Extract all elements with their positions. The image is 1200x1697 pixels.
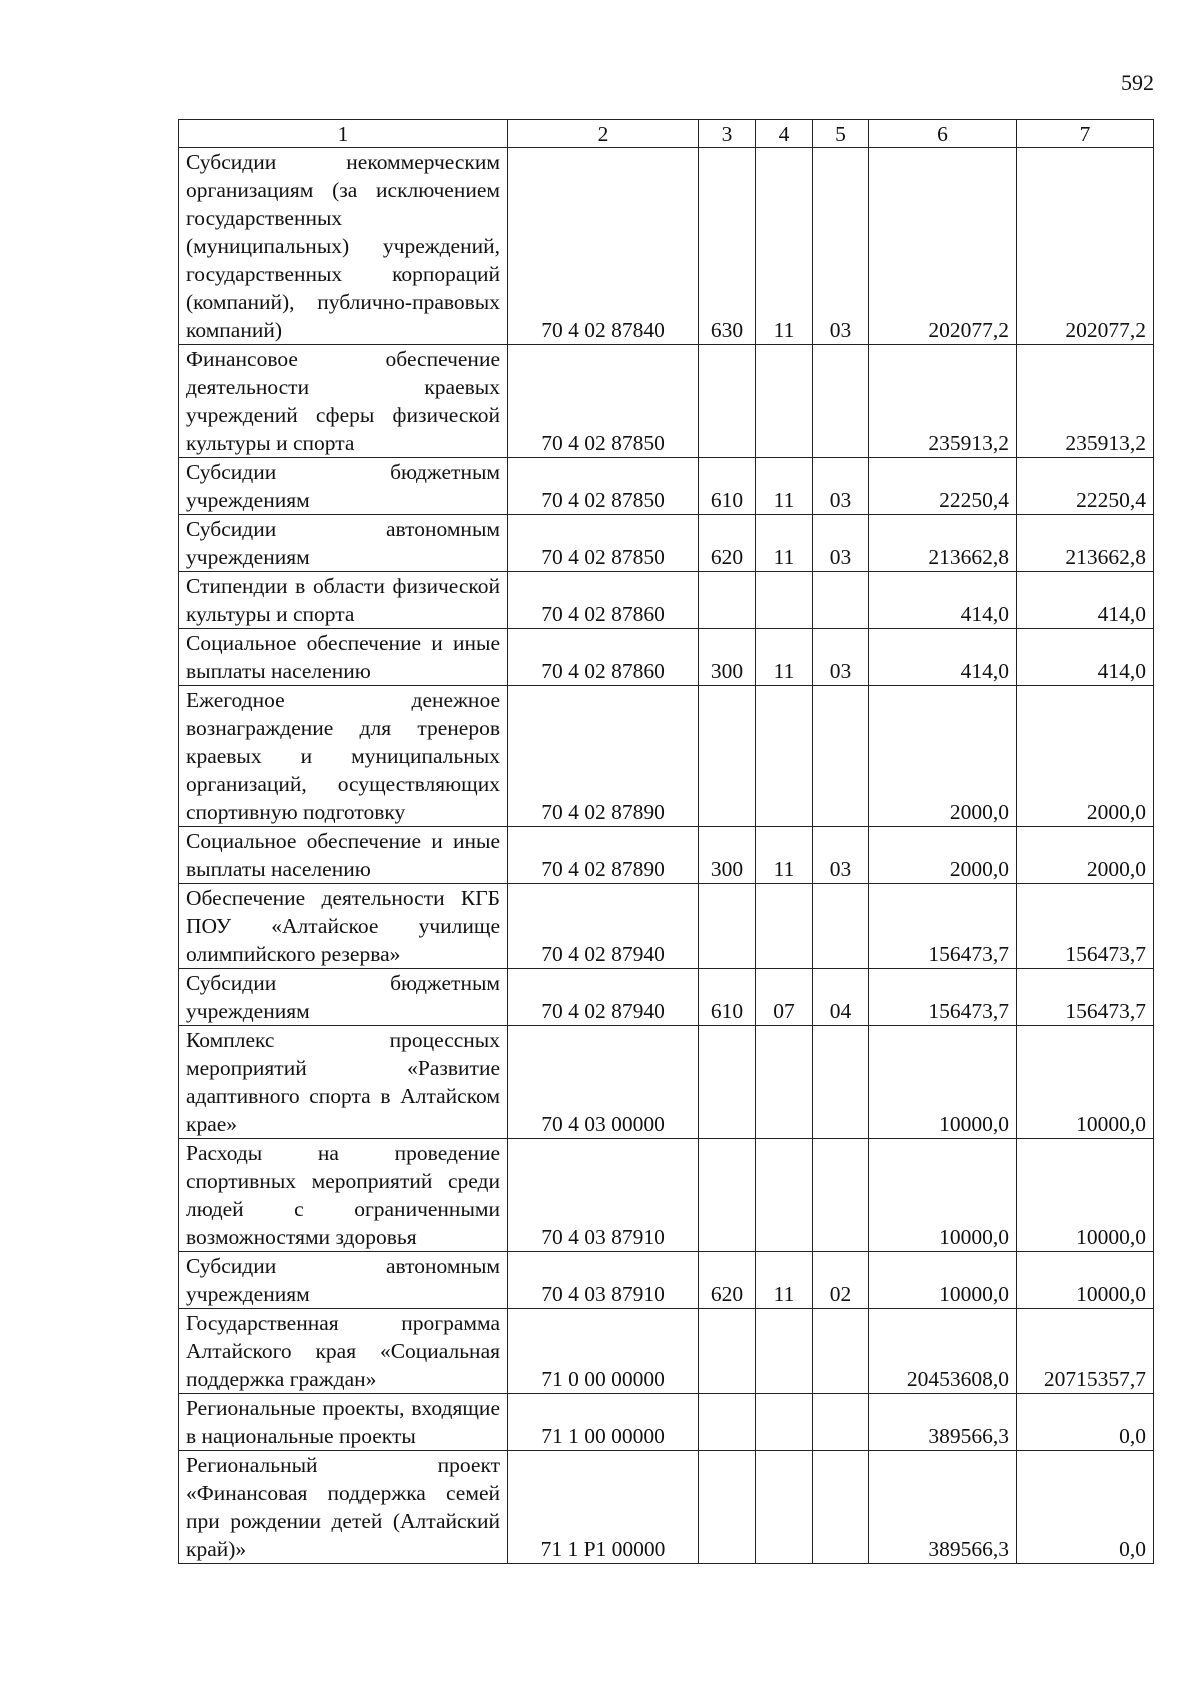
budget-table <box>178 119 1154 1564</box>
section-cell: 11 <box>756 515 813 572</box>
table-row <box>179 1451 1154 1564</box>
table-row <box>179 969 1154 1026</box>
target-code-cell: 70 4 02 87890 <box>508 827 699 884</box>
amount-col6-cell: 10000,0 <box>869 1026 1017 1139</box>
amount-col6-cell: 156473,7 <box>869 969 1017 1026</box>
expense-type-cell <box>699 1451 756 1564</box>
header-cell: 2 <box>508 120 699 148</box>
target-code-cell: 70 4 02 87860 <box>508 572 699 629</box>
section-cell <box>756 1139 813 1252</box>
subsection-cell: 03 <box>813 458 869 515</box>
target-code-cell: 70 4 03 87910 <box>508 1252 699 1309</box>
amount-col6-cell: 156473,7 <box>869 884 1017 969</box>
section-cell <box>756 1026 813 1139</box>
row-name-cell: Обеспечение деятельности КГБ ПОУ «Алтайское училище олимпийского резерва» <box>179 884 508 969</box>
subsection-cell <box>813 572 869 629</box>
amount-col6-cell: 22250,4 <box>869 458 1017 515</box>
section-cell: 11 <box>756 148 813 345</box>
table-row <box>179 1309 1154 1394</box>
subsection-cell <box>813 1309 869 1394</box>
amount-col6-cell: 20453608,0 <box>869 1309 1017 1394</box>
target-code-cell: 70 4 02 87860 <box>508 629 699 686</box>
amount-col6-cell: 389566,3 <box>869 1394 1017 1451</box>
header-cell: 3 <box>699 120 756 148</box>
row-name-cell: Субсидии некоммерческим организациям (за исключением государственных (муниципальных) учреждений, государственных корпораций (компаний), публично-правовых компаний) <box>179 148 508 345</box>
target-code-cell: 70 4 03 00000 <box>508 1026 699 1139</box>
header-cell: 1 <box>179 120 508 148</box>
expense-type-cell: 620 <box>699 1252 756 1309</box>
row-name-cell: Государственная программа Алтайского края «Социальная поддержка граждан» <box>179 1309 508 1394</box>
header-cell: 5 <box>813 120 869 148</box>
table-row <box>179 629 1154 686</box>
amount-col7-cell: 414,0 <box>1017 629 1154 686</box>
subsection-cell <box>813 1394 869 1451</box>
amount-col6-cell: 2000,0 <box>869 686 1017 827</box>
row-name-cell: Субсидии автономным учреждениям <box>179 515 508 572</box>
amount-col7-cell: 202077,2 <box>1017 148 1154 345</box>
section-cell: 11 <box>756 827 813 884</box>
section-cell <box>756 1309 813 1394</box>
table-row <box>179 1026 1154 1139</box>
target-code-cell: 70 4 02 87850 <box>508 345 699 458</box>
table-body <box>179 148 1154 1564</box>
table-row <box>179 827 1154 884</box>
table-row <box>179 458 1154 515</box>
row-name-cell: Социальное обеспечение и иные выплаты населению <box>179 629 508 686</box>
expense-type-cell <box>699 1309 756 1394</box>
row-name-cell: Субсидии бюджетным учреждениям <box>179 969 508 1026</box>
table-row <box>179 572 1154 629</box>
amount-col7-cell: 2000,0 <box>1017 686 1154 827</box>
amount-col7-cell: 156473,7 <box>1017 969 1154 1026</box>
target-code-cell: 70 4 02 87940 <box>508 969 699 1026</box>
section-cell: 11 <box>756 1252 813 1309</box>
table-row <box>179 345 1154 458</box>
section-cell: 07 <box>756 969 813 1026</box>
amount-col7-cell: 2000,0 <box>1017 827 1154 884</box>
target-code-cell: 70 4 02 87850 <box>508 458 699 515</box>
subsection-cell: 04 <box>813 969 869 1026</box>
subsection-cell: 03 <box>813 629 869 686</box>
expense-type-cell <box>699 345 756 458</box>
row-name-cell: Социальное обеспечение и иные выплаты населению <box>179 827 508 884</box>
amount-col7-cell: 20715357,7 <box>1017 1309 1154 1394</box>
row-name-cell: Региональные проекты, входящие в национальные проекты <box>179 1394 508 1451</box>
target-code-cell: 70 4 02 87850 <box>508 515 699 572</box>
target-code-cell: 70 4 02 87890 <box>508 686 699 827</box>
subsection-cell: 03 <box>813 515 869 572</box>
row-name-cell: Ежегодное денежное вознаграждение для тренеров краевых и муниципальных организаций, осуществляющих спортивную подготовку <box>179 686 508 827</box>
target-code-cell: 71 0 00 00000 <box>508 1309 699 1394</box>
expense-type-cell: 610 <box>699 969 756 1026</box>
expense-type-cell <box>699 1139 756 1252</box>
target-code-cell: 70 4 02 87940 <box>508 884 699 969</box>
row-name-cell: Комплекс процессных мероприятий «Развитие адаптивного спорта в Алтайском крае» <box>179 1026 508 1139</box>
section-cell: 11 <box>756 458 813 515</box>
row-name-cell: Субсидии бюджетным учреждениям <box>179 458 508 515</box>
row-name-cell: Финансовое обеспечение деятельности краевых учреждений сферы физической культуры и спорта <box>179 345 508 458</box>
subsection-cell <box>813 345 869 458</box>
expense-type-cell: 300 <box>699 629 756 686</box>
section-cell <box>756 572 813 629</box>
expense-type-cell <box>699 1026 756 1139</box>
target-code-cell: 71 1 00 00000 <box>508 1394 699 1451</box>
amount-col7-cell: 235913,2 <box>1017 345 1154 458</box>
expense-type-cell <box>699 686 756 827</box>
subsection-cell: 03 <box>813 827 869 884</box>
table-row <box>179 884 1154 969</box>
amount-col6-cell: 235913,2 <box>869 345 1017 458</box>
subsection-cell: 02 <box>813 1252 869 1309</box>
header-cell: 4 <box>756 120 813 148</box>
amount-col6-cell: 2000,0 <box>869 827 1017 884</box>
expense-type-cell: 620 <box>699 515 756 572</box>
expense-type-cell <box>699 572 756 629</box>
subsection-cell <box>813 1139 869 1252</box>
amount-col6-cell: 10000,0 <box>869 1252 1017 1309</box>
table-row <box>179 686 1154 827</box>
subsection-cell <box>813 1026 869 1139</box>
amount-col6-cell: 213662,8 <box>869 515 1017 572</box>
amount-col7-cell: 10000,0 <box>1017 1139 1154 1252</box>
amount-col7-cell: 0,0 <box>1017 1394 1154 1451</box>
subsection-cell <box>813 686 869 827</box>
page-number: 592 <box>1121 70 1154 95</box>
subsection-cell: 03 <box>813 148 869 345</box>
target-code-cell: 70 4 03 87910 <box>508 1139 699 1252</box>
expense-type-cell: 300 <box>699 827 756 884</box>
row-name-cell: Региональный проект «Финансовая поддержка семей при рождении детей (Алтайский край)» <box>179 1451 508 1564</box>
table-row <box>179 1252 1154 1309</box>
section-cell: 11 <box>756 629 813 686</box>
expense-type-cell <box>699 884 756 969</box>
expense-type-cell <box>699 1394 756 1451</box>
header-cell: 6 <box>869 120 1017 148</box>
target-code-cell: 71 1 P1 00000 <box>508 1451 699 1564</box>
table-row <box>179 1139 1154 1252</box>
amount-col7-cell: 10000,0 <box>1017 1026 1154 1139</box>
amount-col6-cell: 414,0 <box>869 629 1017 686</box>
amount-col7-cell: 10000,0 <box>1017 1252 1154 1309</box>
amount-col7-cell: 22250,4 <box>1017 458 1154 515</box>
table-row <box>179 148 1154 345</box>
expense-type-cell: 610 <box>699 458 756 515</box>
table-row <box>179 1394 1154 1451</box>
row-name-cell: Расходы на проведение спортивных мероприятий среди людей с ограниченными возможностями здоровья <box>179 1139 508 1252</box>
amount-col7-cell: 213662,8 <box>1017 515 1154 572</box>
subsection-cell <box>813 1451 869 1564</box>
header-row <box>179 120 1154 148</box>
expense-type-cell: 630 <box>699 148 756 345</box>
section-cell <box>756 1394 813 1451</box>
section-cell <box>756 1451 813 1564</box>
section-cell <box>756 686 813 827</box>
amount-col6-cell: 389566,3 <box>869 1451 1017 1564</box>
section-cell <box>756 345 813 458</box>
header-cell: 7 <box>1017 120 1154 148</box>
amount-col6-cell: 10000,0 <box>869 1139 1017 1252</box>
amount-col7-cell: 0,0 <box>1017 1451 1154 1564</box>
table-row <box>179 515 1154 572</box>
amount-col7-cell: 414,0 <box>1017 572 1154 629</box>
amount-col7-cell: 156473,7 <box>1017 884 1154 969</box>
row-name-cell: Стипендии в области физической культуры и спорта <box>179 572 508 629</box>
section-cell <box>756 884 813 969</box>
subsection-cell <box>813 884 869 969</box>
amount-col6-cell: 414,0 <box>869 572 1017 629</box>
target-code-cell: 70 4 02 87840 <box>508 148 699 345</box>
row-name-cell: Субсидии автономным учреждениям <box>179 1252 508 1309</box>
amount-col6-cell: 202077,2 <box>869 148 1017 345</box>
